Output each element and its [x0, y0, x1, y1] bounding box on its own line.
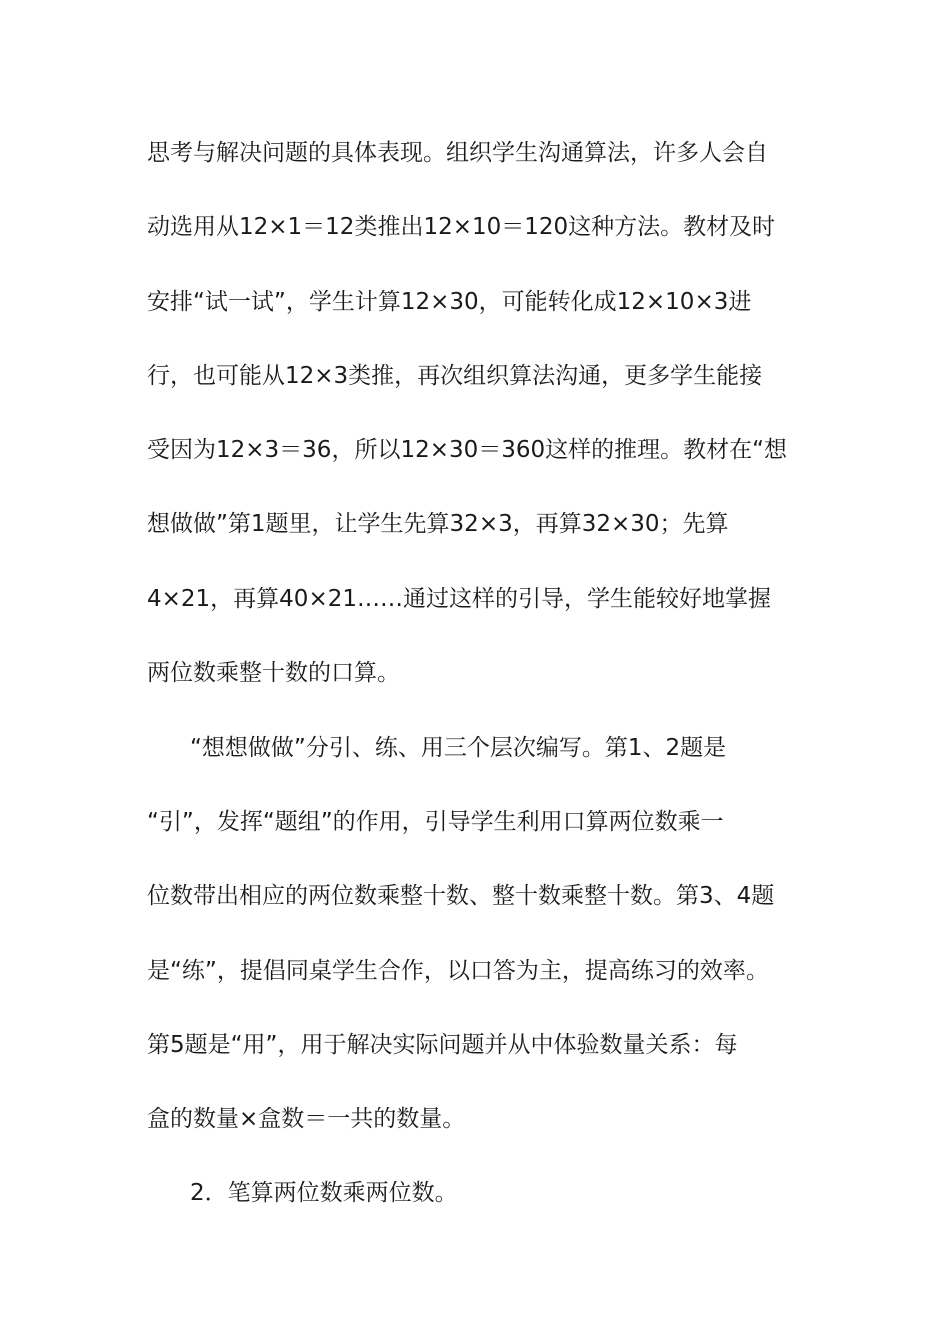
- text-line: 4×21，再算40×21……通过这样的引导，学生能较好地掌握: [147, 586, 771, 612]
- text-line: 盒的数量×盒数＝一共的数量。: [147, 1106, 466, 1132]
- section-heading: 2．笔算两位数乘两位数。: [190, 1180, 458, 1206]
- text-line: 是“练”，提倡同桌学生合作，以口答为主，提高练习的效率。: [147, 958, 769, 984]
- text-line: 第5题是“用”，用于解决实际问题并从中体验数量关系：每: [147, 1032, 738, 1058]
- text-line: 行，也可能从12×3类推，再次组织算法沟通，更多学生能接: [147, 363, 763, 389]
- text-line: 位数带出相应的两位数乘整十数、整十数乘整十数。第3、4题: [147, 883, 775, 909]
- text-line: 两位数乘整十数的口算。: [147, 660, 400, 686]
- text-line: 想做做”第1题里，让学生先算32×3，再算32×30；先算: [147, 511, 729, 537]
- text-line: 安排“试一试”，学生计算12×30，可能转化成12×10×3进: [147, 289, 752, 315]
- text-line: “引”，发挥“题组”的作用，引导学生利用口算两位数乘一: [147, 809, 724, 835]
- text-line: 受因为12×3＝36，所以12×30＝360这样的推理。教材在“想: [147, 437, 788, 463]
- paragraph-start-line: “想想做做”分引、练、用三个层次编写。第1、2题是: [190, 735, 727, 761]
- text-line: 动选用从12×1＝12类推出12×10＝120这种方法。教材及时: [147, 214, 776, 240]
- text-line: 思考与解决问题的具体表现。组织学生沟通算法，许多人会自: [147, 140, 768, 166]
